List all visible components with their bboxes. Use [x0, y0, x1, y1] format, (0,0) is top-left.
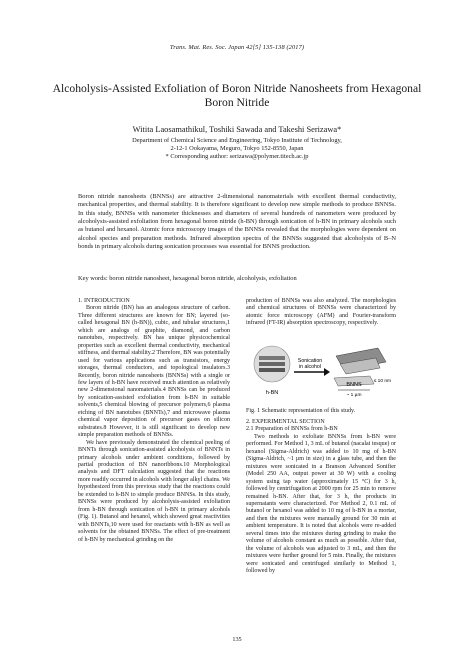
body-paragraph: We have previously demonstrated the chemical peeling of BNNTs through sonication-assisted alcoholysis of BNNTs in primary alcohols under ambient conditions, followed by partial production of BN nanoribbons.10 Morphological analysis and DFT calculation suggested that the reactions more readily occurred in alcohols with longer alkyl chains. We hypothesized from this previous study that the reactions could be extended to h-BN to simple produce BNNSs. In this study, BNNSs were produced by alcoholysis-assisted exfoliation from h-BN through sonication of h-BN in primary alcohols (Fig. 1). Butanol and hexanol, which showed great reactivities with BNNTs,10 were used for reactants with h-BN as well as solvents for the obtained BNNSs. The effect of pre-treatment of h-BN by mechanical grinding on the [78, 439, 230, 543]
section-heading-introduction: 1. INTRODUCTION [78, 298, 130, 304]
in-alcohol-label: in alcohol [299, 364, 321, 370]
hbn-label: h-BN [265, 390, 279, 396]
paper-title: Alcoholysis-Assisted Exfoliation of Boron Nitride Nanosheets from Hexagonal Boron Nitride [52, 82, 422, 109]
experimental-column [246, 419, 396, 576]
section-heading-experimental: 2. EXPERIMENTAL SECTION [246, 419, 325, 425]
introduction-column [78, 298, 230, 544]
corresponding-author: * Corresponding author: serizawa@polymer.titech.ac.jp [165, 153, 309, 160]
thickness-label: ≤ 10 nm [373, 379, 391, 384]
affiliation-line: Department of Chemical Science and Engineering, Tokyo Institute of Technology, [132, 137, 342, 144]
body-paragraph: Two methods to exfoliate BNNSs from h-BN were performed. For Method 1, 3 mL of butanol (nacalai tesque) or hexanol (Sigma-Aldrich) was added to 10 mg of h-BN (Sigma-Aldrich, ~1 µm in size) in a glass tube, and then the mixtures were sonicated in a Branson Advanced Sonifier (Model 250 AA, output power at 30 W) with a cooling system using tap water (approximately 15 °C) for 3 h, followed by centrifugation at 2000 rpm for 25 min to remove remained h-BN. After that, for 3 h, the products in supernatants were characterized. For Method 2, 0.1 mL of butanol or hexanol was added to 10 mg of h-BN in a mortar, and then the mixtures were manually ground for 30 min at ambient temperature. It is noted that alcohols were re-added several times into the mixtures during grinding to make the volume of alcohols constant as much as possible. After that, the volume of alcohols was adjusted to 3 mL, and then the mixtures were further ground for 5 min. Finally, the mixtures were sonicated and centrifuged similarly to Method 1, followed by [246, 433, 396, 575]
body-paragraph: Boron nitride (BN) has an analogous structure of carbon. Three different structures are known for BN; layered (so-called hexagonal BN (h-BN)), cubic, and tubular structures,1 which are analogs of graphite, diamond, and carbon nanotubes, respectively. BN has unique physicochemical properties such as excellent thermal conductivity, mechanical stiffness, and thermal stability.2 Therefore, BN was potentially used for various applications such as transistors, energy storages, thermal conductors, and topological insulators.3 Recently, boron nitride nanosheets (BNNSs) with a single or few layers of h-BN have received much attention as relatively new 2-dimensional nanomaterials.4 BNNSs can be produced by sonication-assisted exfoliation from h-BN in suitable solvents,5 chemical blowing of precursor polymers,6 plasma etching of BN nanotubes (BNNTs),7 and microwave plasma chemical vapor deposition of precursor gases on silicon substrates.8 However, it is still significant to develop new simple preparation methods of BNNSs. [78, 305, 230, 439]
keywords: Key words: boron nitride nanosheet, hexagonal boron nitride, alcoholysis, exfoliation [78, 275, 297, 282]
right-column-top [246, 298, 396, 328]
subsection-heading: 2.1 Preparation of BNNSs from h-BN [246, 426, 338, 433]
size-label: ~ 1 µm [346, 393, 362, 398]
page-number: 135 [232, 636, 242, 643]
affiliation-block [0, 137, 474, 161]
bnns-label: BNNS [346, 382, 362, 388]
affiliation-line: 2-12-1 Ookayama, Meguro, Tokyo 152-8550, Japan [170, 145, 304, 152]
figure-caption: Fig. 1 Schematic representation of this study. [246, 408, 356, 414]
paper-authors: Witita Laosamathikul, Toshiki Sawada and Takeshi Serizawa* [132, 125, 342, 134]
schematic-figure [250, 342, 394, 400]
hbn-particle-illustration [254, 346, 290, 382]
abstract: Boron nitride nanosheets (BNNSs) are attractive 2-dimensional nanomaterials with excellent thermal conductivity, mechanical properties, and thermal stability. It is therefore significant to develop new simple methods to produce BNNSs. In this study, BNNSs with nanometer thicknesses and diameters of several hundreds of nanometers were produced by alcoholysis-assisted exfoliation from hexagonal boron nitride (h-BN) through sonication of h-BN in primary alcohols such as butanol and hexanol. Atomic force microscopy images of the BNNSs revealed that the morphologies were dependent on alcohol species and preparation methods. Infrared absorption spectra of the BNNSs suggested that alcoholysis of B–N bonds in primary alcohols during sonication processes was essential for BNNS production. [78, 193, 396, 251]
sonication-label: Sonication [297, 358, 323, 364]
body-paragraph-continued: production of BNNSs was also analyzed. The morphologies and chemical structures of BNNSs were characterized by atomic force microscopy (AFM) and Fourier-transform infrared (FT-IR) absorption spectroscopy, respectively. [246, 298, 396, 327]
journal-citation: Trans. Mat. Res. Soc. Japan 42[5] 135-138 (2017) [169, 44, 305, 51]
